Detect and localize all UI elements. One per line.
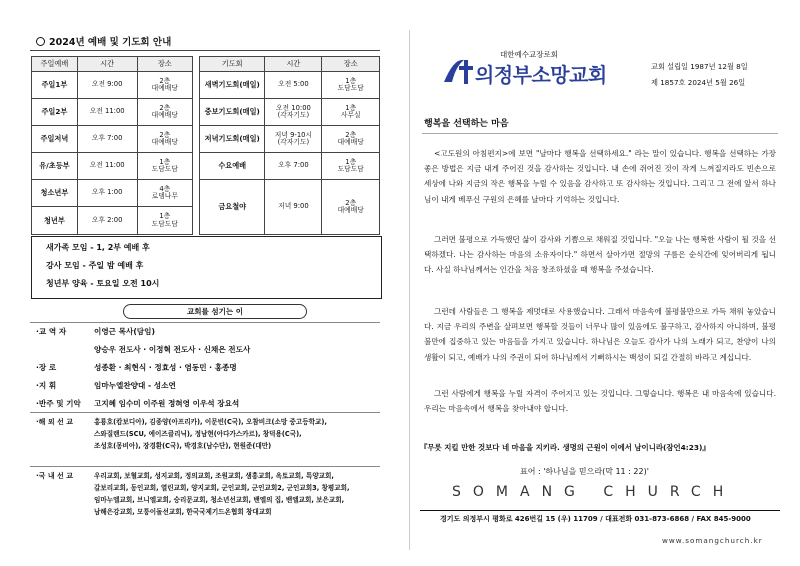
- table-cell: 주일1부: [32, 72, 78, 99]
- church-name-english: SOMANG CHURCH: [452, 484, 736, 500]
- table-cell: 2층 대예배당: [322, 126, 380, 153]
- table-cell: 오전 9:00: [77, 72, 137, 99]
- mission-line: 스와질랜드(SCU, 에이즈클리닉), 정남현(아다가스카르), 창덕용(C국),: [94, 430, 302, 438]
- mission-line: 임마누엘교회, 브니엘교회, 승리문교회, 청소년선교회, 밴엘의 집, 밴엘교회, 보은교회,: [94, 496, 345, 504]
- circle-icon: [36, 37, 45, 46]
- col-header: 장소: [322, 57, 380, 72]
- table-cell: 2층 대예배당: [137, 72, 192, 99]
- table-cell: 1층 도담도담: [137, 207, 192, 235]
- table-cell: 1층 사무실: [322, 99, 380, 126]
- staff-row: ·지 휘 임마누엘찬양대 - 성소연: [36, 381, 176, 390]
- table-cell: 오전 11:00: [77, 99, 137, 126]
- col-header: 기도회: [200, 57, 265, 72]
- notice-item: 강사 모임 - 주일 밤 예배 후: [46, 261, 144, 270]
- notice-item: 새가족 모임 - 1, 2부 예배 후: [46, 243, 150, 252]
- church-name: 의정부소망교회: [475, 63, 607, 87]
- table-cell: 유/초등부: [32, 153, 78, 180]
- table-cell: 오전 10:00 (각자기도): [265, 99, 322, 126]
- table-row: [200, 99, 380, 126]
- table-row: [200, 153, 380, 180]
- table-cell: 오전 5:00: [265, 72, 322, 99]
- table-cell: 2층 대예배당: [322, 180, 380, 235]
- article-paragraph: 그러면 불평으로 가득했던 삶이 감사와 기쁨으로 채워질 것입니다. "오늘 나는 행복한 사람이 될 것을 선택하겠다. 나는 감사하는 마음의 소유자이다." 하면서 살아가면 절망의 구름은 순식간에 잊어버리게 됩니다. 사실 하나님께서는 인간을 처음 창조하셨을 때 행복을 주셨습니다.: [424, 235, 776, 275]
- table-row: [32, 180, 193, 207]
- table-cell: 4층 로뎀나무: [137, 180, 192, 207]
- address: 경기도 의정부시 평화로 426번길 15 (우) 11709 / 대표전화 031-873-6868 / FAX 845-9000: [440, 515, 751, 523]
- mission-line: 홍룡호(캄보디아), 김종양(아프리카), 이문빈(C국), 오참비크(소망 중고등학교),: [94, 418, 327, 426]
- staff-row: ·교 역 자 이영근 목사(담임): [36, 327, 155, 336]
- article-paragraph: 그런 사람에게 행복을 누릴 자격이 주어지고 있는 것입니다. 그렇습니다. 행복은 내 마음속에 있습니다. 우리는 마음속에서 행복을 찾아내야 합니다.: [424, 389, 776, 414]
- table-cell: 주일2부: [32, 99, 78, 126]
- mission-line: 갈보리교회, 동인교회, 열린교회, 양지교회, 군인교회, 군인교회2, 군인교회3, 창평교회,: [94, 484, 350, 492]
- staff-row: ·장 로 성종환 · 최현식 · 정효성 · 염동민 · 홍종명: [36, 363, 237, 372]
- table-row: [200, 180, 380, 235]
- table-cell: 청소년부: [32, 180, 78, 207]
- table-cell: 1층 도담도담: [322, 72, 380, 99]
- table-cell: 오후 7:00: [265, 153, 322, 180]
- divider: [422, 133, 778, 134]
- divider: [30, 50, 380, 51]
- table-cell: 저녁 9:00: [265, 180, 322, 235]
- issue-number: 제 1857호 2024년 5월 26일: [651, 78, 746, 87]
- table-cell: 1층 도담도담: [137, 153, 192, 180]
- overseas-missions: ·해 외 선 교 홍룡호(캄보디아), 김종양(아프리카), 이문빈(C국), 오참비크(소망 중고등학교), 스와질랜드(SCU, 에이즈클리닉), 정남현(아다가스카르), 창덕용(C국), 조성호(몽비아), 장경환(C국), 박경호(남수단), 현원준(대만): [36, 416, 381, 452]
- table-cell: 수요예배: [200, 153, 265, 180]
- col-header: 시간: [77, 57, 137, 72]
- table-row: [32, 126, 193, 153]
- staff-header: 교회를 섬기는 이: [123, 304, 307, 319]
- bible-verse: 『무릇 지킬 만한 것보다 네 마음을 지키라. 생명의 근원이 이에서 남이니라(잠언4:23)』: [420, 443, 710, 452]
- col-header: 장소: [137, 57, 192, 72]
- mission-line: 우리교회, 보혈교회, 성지교회, 정의교회, 조원교회, 샘흥교회, 옥토교회, 특양교회,: [94, 472, 334, 480]
- founded-date: 교회 설립일 1987년 12월 8일: [651, 62, 748, 71]
- table-cell: 오전 11:00: [77, 153, 137, 180]
- table-cell: 오후 2:00: [77, 207, 137, 235]
- table-cell: 오후 7:00: [77, 126, 137, 153]
- prayer-table: [199, 56, 380, 235]
- table-row: [32, 207, 193, 235]
- table-cell: 금요철야: [200, 180, 265, 235]
- table-row: [32, 99, 193, 126]
- website-link[interactable]: www.somangchurch.kr: [662, 536, 763, 545]
- table-cell: 2층 대예배당: [137, 99, 192, 126]
- divider: [30, 412, 380, 413]
- table-cell: 청년부: [32, 207, 78, 235]
- divider: [30, 322, 380, 323]
- column-divider: [409, 30, 410, 550]
- mission-line: 남해은강교회, 모퉁이돌선교회, 한국국제기드온협회 창대교회: [94, 508, 272, 516]
- table-row: [32, 153, 193, 180]
- notice-item: 청년부 양육 - 토요일 오전 10시: [46, 279, 160, 288]
- col-header: 시간: [265, 57, 322, 72]
- table-cell: 새벽기도회(매일): [200, 72, 265, 99]
- motto: 표어 : '하나님을 믿으라(막 11 : 22)': [520, 467, 649, 476]
- table-cell: 저녁 9-10시 (각자기도): [265, 126, 322, 153]
- schedule-title: 2024년 예배 및 기도회 안내: [36, 34, 171, 48]
- table-row: [200, 126, 380, 153]
- article-paragraph: <고도원의 아침편지>에 보면 "날마다 행복을 선택하세요." 라는 말이 있습니다. 행복을 선택하는 가장 좋은 방법은 지금 내게 주어진 것을 감사하는 것입니다. 내 손에 쥐어진 것이 작게 느껴질지라도 빈손으로 세상에 나와 지금의 작은 행복을 누릴 수 있음을 감사하고 또 감사하는 것입니다. 그리고 그 전에 앞서 하나님이 내게 베푸신 구원의 은혜를 날마다 기억하는 것입니다.: [424, 149, 776, 204]
- table-row: [32, 72, 193, 99]
- table-cell: 2층 대예배당: [137, 126, 192, 153]
- table-cell: 중보기도회(매일): [200, 99, 265, 126]
- staff-row: ·반주 및 기악 고지혜 임수미 이주원 정혀영 이우석 장요석: [36, 399, 240, 408]
- article-paragraph: 그런데 사람들은 그 행복을 제멋대로 사용했습니다. 그래서 마음속에 불평불만으로 가득 채워 놓았습니다. 지금 우리의 주변을 살펴보면 행복할 것들이 너무나 많이 있음에도 불구하고, 감사하지 아니하며, 불평불만에 집중하고 있는 마음들을 가지고 있습니다. 하나님은 오늘도 감사가 나의 노래가 되고, 찬양이 나의 생활이 되고, 예배가 나의 주권이 되어 하나님께서 기뻐하시는 백성이 되길 간절히 바라고 계십니다.: [424, 307, 776, 362]
- mission-line: 조성호(몽비아), 장경환(C국), 박경호(남수단), 현원준(대만): [94, 442, 272, 450]
- table-cell: 오후 1:00: [77, 180, 137, 207]
- denomination: 대한예수교장로회: [500, 50, 558, 59]
- staff-row: 양승우 전도사 · 이정혁 전도사 · 신채은 전도사: [94, 345, 251, 354]
- domestic-missions: ·국 내 선 교 우리교회, 보혈교회, 성지교회, 정의교회, 조원교회, 샘흥교회, 옥토교회, 특양교회, 갈보리교회, 동인교회, 열린교회, 양지교회, 군인교회, 군인교회2, 군인교회3, 창평교회, 임마누엘교회, 브니엘교회, 승리문교회, 청소년선교회, 밴엘의 집, 밴엘교회, 보은교회, 남해은강교회, 모퉁이돌선교회, 한국국제기드온협회 창대교회: [36, 470, 381, 518]
- table-cell: 저녁기도회(매일): [200, 126, 265, 153]
- table-cell: 1층 도담도담: [322, 153, 380, 180]
- notice-box: [31, 236, 382, 299]
- article-title: 행복을 선택하는 마음: [424, 119, 509, 129]
- divider: [420, 510, 780, 511]
- col-header: 주일예배: [32, 57, 78, 72]
- table-cell: 주일저녁: [32, 126, 78, 153]
- church-logo-icon: [440, 52, 480, 92]
- table-row: [200, 72, 380, 99]
- worship-table: [31, 56, 193, 235]
- divider: [30, 466, 380, 467]
